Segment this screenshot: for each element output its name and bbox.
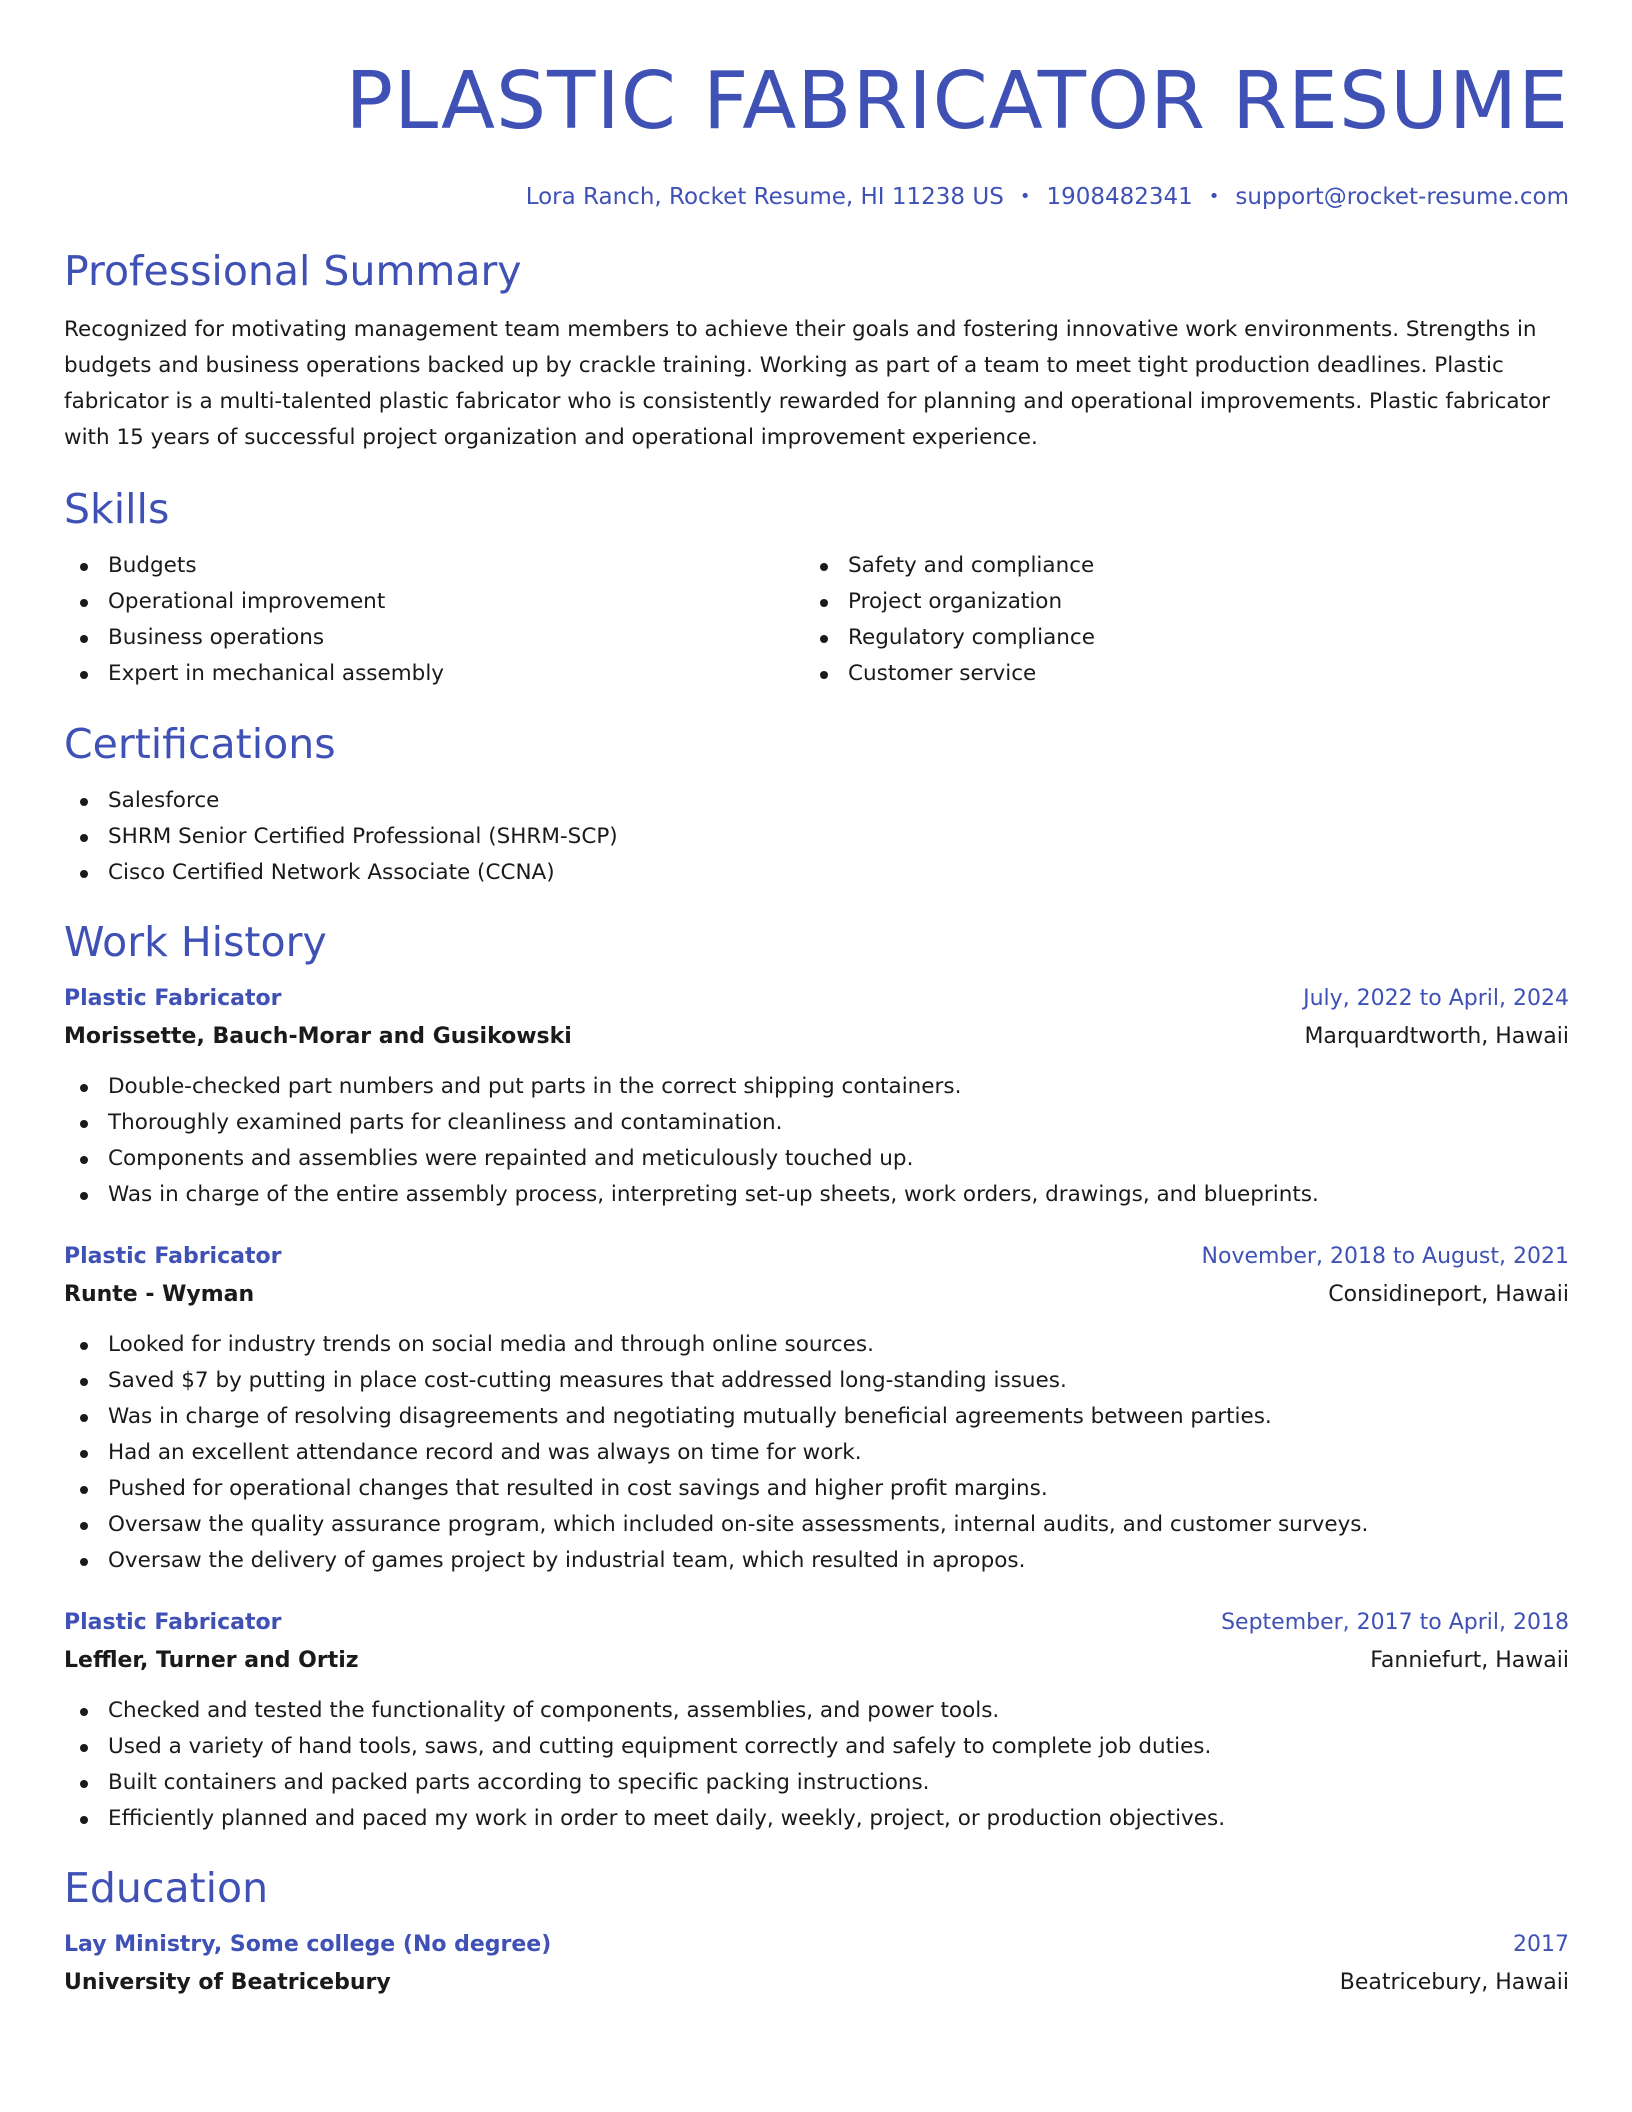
skill-item: Budgets (64, 548, 804, 584)
section-heading: Professional Summary (64, 247, 522, 295)
job-title: Plastic Fabricator (64, 1244, 282, 1269)
contact-email[interactable]: support@rocket-resume.com (1235, 184, 1569, 210)
job-duties-list (64, 1693, 1569, 1837)
certifications-section (64, 719, 1569, 891)
skill-item: Business operations (64, 620, 804, 656)
skill-item: Project organization (804, 584, 1544, 620)
education-degree: Lay Ministry, Some college (No degree) (64, 1932, 552, 1957)
job-duty-item: Oversaw the delivery of games project by industrial team, which resulted in apropos. (64, 1543, 1569, 1579)
job-duties-list (64, 1069, 1569, 1213)
job-company: Leffler, Turner and Ortiz (64, 1648, 359, 1673)
job-dates: November, 2018 to August, 2021 (1201, 1244, 1569, 1269)
work-history-section (64, 917, 1569, 1837)
job-entry (64, 981, 1569, 1213)
job-duty-item: Was in charge of the entire assembly process, interpreting set-up sheets, work orders, drawings, and blueprints. (64, 1177, 1569, 1213)
skill-item: Operational improvement (64, 584, 804, 620)
section-heading: Skills (64, 485, 170, 533)
job-entry (64, 1239, 1569, 1579)
job-location: Considineport, Hawaii (1328, 1282, 1569, 1307)
contact-separator: • (1019, 186, 1031, 207)
contact-phone: 1908482341 (1046, 184, 1193, 210)
job-location: Fanniefurt, Hawaii (1370, 1648, 1569, 1673)
job-duty-item: Pushed for operational changes that resulted in cost savings and higher profit margins. (64, 1471, 1569, 1507)
job-company: Runte - Wyman (64, 1282, 255, 1307)
summary-text: Recognized for motivating management team members to achieve their goals and fostering innovative work environments. Strengths in budgets and business operations backed up by crackle training. Working as part of a team to meet tight production deadlines. Plastic fabricator is a multi-talented plastic fabricator who is consistently rewarded for planning and operational improvements. Plastic fabricator with 15 years of successful project organization and operational improvement experience. (64, 317, 1551, 450)
section-heading: Certifications (64, 720, 336, 768)
job-duty-item: Had an excellent attendance record and was always on time for work. (64, 1435, 1569, 1471)
job-duty-item: Oversaw the quality assurance program, which included on-site assessments, internal audits, and customer surveys. (64, 1507, 1569, 1543)
skill-item: Expert in mechanical assembly (64, 656, 804, 692)
job-entry (64, 1605, 1569, 1837)
summary-section (64, 246, 1569, 456)
job-dates: September, 2017 to April, 2018 (1221, 1610, 1569, 1635)
education-year: 2017 (1513, 1932, 1569, 1957)
job-header-row (64, 981, 1569, 1017)
job-header-row (64, 1605, 1569, 1641)
job-company-row (64, 1641, 1569, 1681)
education-school: University of Beatricebury (64, 1970, 391, 1995)
education-location: Beatricebury, Hawaii (1339, 1970, 1569, 1995)
job-duty-item: Was in charge of resolving disagreements and negotiating mutually beneficial agreements between parties. (64, 1399, 1569, 1435)
skill-item: Regulatory compliance (804, 620, 1544, 656)
job-company-row (64, 1017, 1569, 1057)
skills-columns (64, 548, 1569, 692)
certification-item: SHRM Senior Certified Professional (SHRM-SCP) (64, 819, 1569, 855)
certification-item: Salesforce (64, 783, 1569, 819)
job-company-row (64, 1275, 1569, 1315)
skills-list-right (804, 548, 1544, 692)
contact-separator: • (1208, 186, 1220, 207)
job-duties-list (64, 1327, 1569, 1579)
job-duty-item: Built containers and packed parts according to specific packing instructions. (64, 1765, 1569, 1801)
job-dates: July, 2022 to April, 2024 (1303, 986, 1569, 1011)
skills-list-left (64, 548, 804, 692)
certifications-list (64, 783, 1569, 891)
job-duty-item: Looked for industry trends on social media and through online sources. (64, 1327, 1569, 1363)
job-location: Marquardtworth, Hawaii (1304, 1024, 1569, 1049)
job-duty-item: Thoroughly examined parts for cleanliness and contamination. (64, 1105, 1569, 1141)
job-duty-item: Used a variety of hand tools, saws, and cutting equipment correctly and safely to complete job duties. (64, 1729, 1569, 1765)
resume-title: PLASTIC FABRICATOR RESUME (345, 55, 1569, 147)
skill-item: Safety and compliance (804, 548, 1544, 584)
job-duty-item: Saved $7 by putting in place cost-cutting measures that addressed long-standing issues. (64, 1363, 1569, 1399)
education-section (64, 1863, 1569, 2003)
education-header-row (64, 1927, 1569, 1963)
job-duty-item: Components and assemblies were repainted and meticulously touched up. (64, 1141, 1569, 1177)
skill-item: Customer service (804, 656, 1544, 692)
certification-item: Cisco Certified Network Associate (CCNA) (64, 855, 1569, 891)
job-title: Plastic Fabricator (64, 1610, 282, 1635)
section-heading: Education (64, 1864, 269, 1912)
contact-line (64, 182, 1569, 212)
job-duty-item: Efficiently planned and paced my work in order to meet daily, weekly, project, or production objectives. (64, 1801, 1569, 1837)
job-duty-item: Double-checked part numbers and put parts in the correct shipping containers. (64, 1069, 1569, 1105)
job-duty-item: Checked and tested the functionality of components, assemblies, and power tools. (64, 1693, 1569, 1729)
contact-address: Lora Ranch, Rocket Resume, HI 11238 US (525, 184, 1004, 210)
job-title: Plastic Fabricator (64, 986, 282, 1011)
job-header-row (64, 1239, 1569, 1275)
education-school-row (64, 1963, 1569, 2003)
skills-section (64, 484, 1569, 692)
section-heading: Work History (64, 918, 327, 966)
job-company: Morissette, Bauch-Morar and Gusikowski (64, 1024, 572, 1049)
